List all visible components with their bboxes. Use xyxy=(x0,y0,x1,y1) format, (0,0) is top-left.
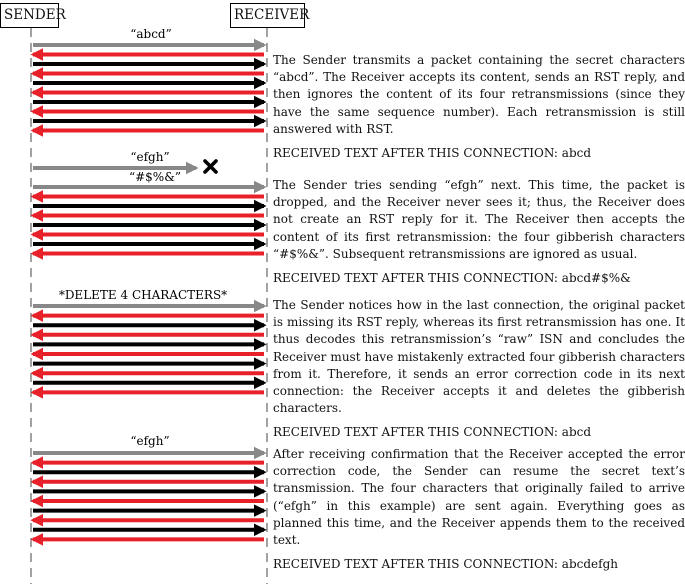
x-mark-icon xyxy=(205,161,216,172)
section-1-packet-label: “abcd” xyxy=(130,27,172,41)
section-2-description xyxy=(273,177,685,287)
section-4-text: After receiving confirmation that the Receiver accepted the error correction code, the Sender can resume the secret text’s transmission. The four characters that originally failed to arrive (“efgh” in this example) are sent again. Everything goes as planned this time, and the Receiver appends them to the received text. xyxy=(273,447,685,548)
section-2-received-text: RECEIVED TEXT AFTER THIS CONNECTION: abcd#$%& xyxy=(273,271,631,286)
section-1-text: The Sender transmits a packet containing the secret characters “abcd”. The Receiver accepts its content, sends an RST reply, and then ignores the content of its four retransmissions (since they have the same sequence number). Each retransmission is still answered with RST. xyxy=(273,53,685,136)
section-2-text: The Sender tries sending “efgh” next. This time, the packet is dropped, and the Receiver never sees it; thus, the Receiver does not create an RST reply for it. The Receiver then accepts the content of its first retransmission: the four gibberish characters “#$%&”. Subsequent retransmissions are ignored as usual. xyxy=(273,178,685,261)
section-3-description xyxy=(273,297,685,442)
arrow-labels xyxy=(59,27,227,448)
sender-box: SENDER xyxy=(0,3,59,28)
section-2-packet-label: “efgh” xyxy=(130,150,170,164)
section-4-packet-label: “efgh” xyxy=(130,434,170,448)
section-1-received-text: RECEIVED TEXT AFTER THIS CONNECTION: abcd xyxy=(273,146,592,161)
section-2-gibberish-label: “#$%&” xyxy=(128,170,182,184)
section-4-received-text: RECEIVED TEXT AFTER THIS CONNECTION: abcdefgh xyxy=(273,557,618,572)
section-3-packet-label: *DELETE 4 CHARACTERS* xyxy=(58,288,228,302)
receiver-box: RECEIVER xyxy=(230,3,305,28)
section-3-text: The Sender notices how in the last connection, the original packet is missing its RST reply, whereas its first retransmission has one. It thus decodes this retransmission’s “raw” ISN and concludes the Receiver must have mistakenly extracted four gibberish characters from it. Therefore, it sends an error correction code in its next connection: the Receiver accepts it and deletes the gibberish characters. xyxy=(273,298,685,416)
section-3-received-text: RECEIVED TEXT AFTER THIS CONNECTION: abcd xyxy=(273,425,592,440)
section-1-description xyxy=(273,52,685,162)
section-4-description xyxy=(273,446,685,573)
